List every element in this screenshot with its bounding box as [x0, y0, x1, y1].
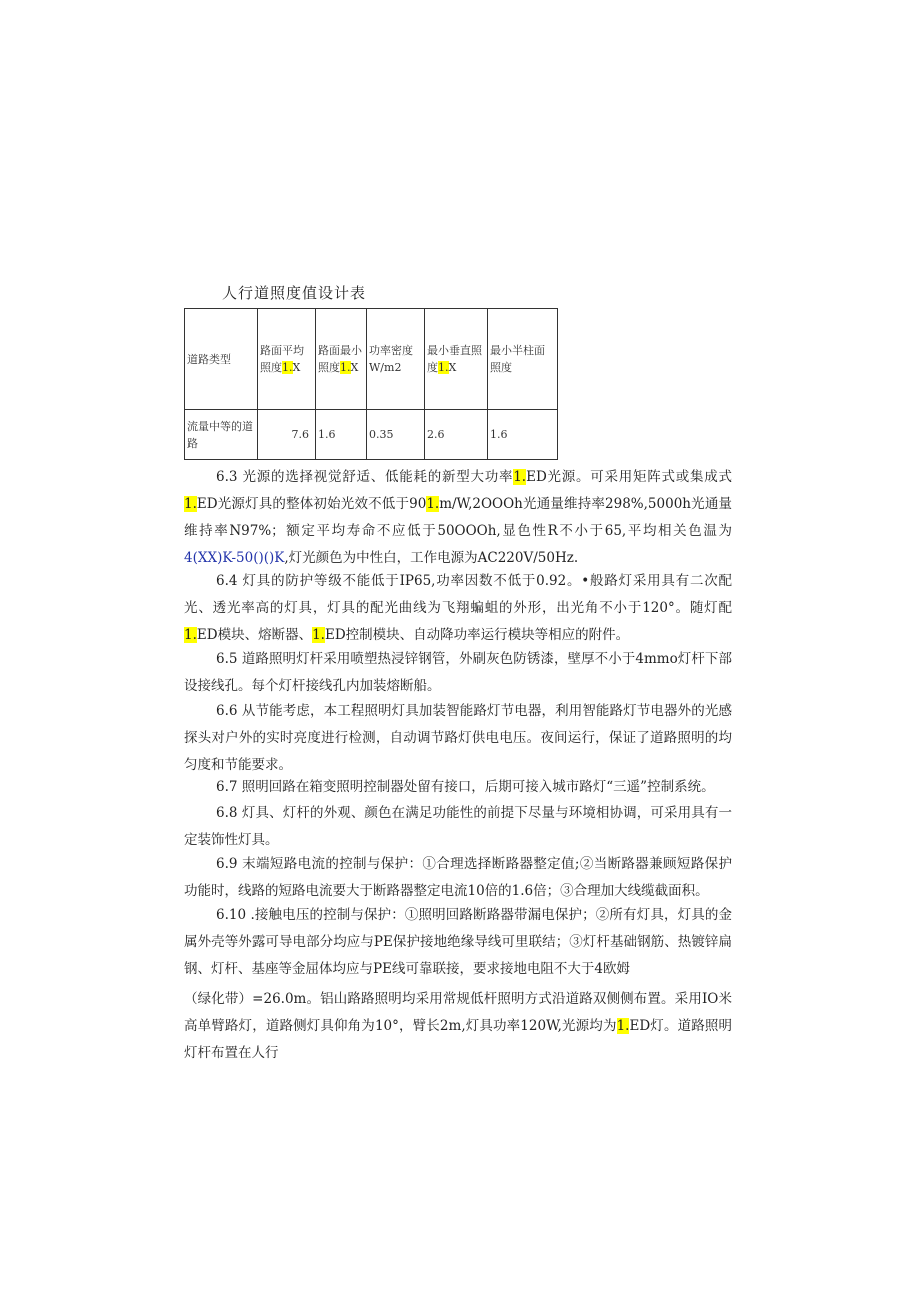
paragraph-6-7 — [184, 774, 732, 801]
paragraph-6-8 — [184, 800, 732, 854]
highlight-mark: 1. — [426, 496, 440, 512]
header-text: X — [448, 361, 457, 374]
text-run: m/W,2OOOh光通量维持率298%,5000h光通量维持率N97%；额定平均寿命不应低于50OOOh,显色性R不小于65,平均相关色温为 — [184, 496, 732, 539]
text-run: ED灯。道路照明灯杆布置在人行 — [184, 1018, 732, 1061]
header-cell-avg-illuminance — [258, 309, 316, 410]
highlight-mark: 1. — [282, 361, 293, 374]
paragraph-6-4 — [184, 568, 732, 649]
paragraph-6-5 — [184, 646, 732, 700]
header-text: 路面最小照度 — [318, 344, 362, 374]
paragraph-6-10 — [184, 902, 732, 983]
header-text: X — [292, 361, 301, 374]
cell-min-illuminance: 1.6 — [316, 410, 367, 460]
text-run: ED模块、熔断器、 — [196, 627, 313, 643]
text-run: 6.8 灯具、灯杆的外观、颜色在满足功能性的前提下尽量与环境相协调，可采用具有一定装饰性灯具。 — [184, 805, 732, 848]
text-run: （绿化带）=26.0m。铝山路路照明均采用常规低杆照明方式沿道路双侧侧布置。采用IO米高单臂路灯，道路侧灯具仰角为10°，臂长2m,灯具功率120W,光源均为 — [184, 991, 732, 1034]
header-cell-min-illuminance — [316, 309, 367, 410]
paragraph-6-3 — [184, 464, 732, 572]
text-run: 6.3 光源的选择视觉舒适、低能耗的新型大功率 — [216, 469, 514, 485]
cell-min-vertical: 2.6 — [425, 410, 488, 460]
cell-power-density: 0.35 — [367, 410, 425, 460]
table-header-row — [185, 309, 558, 410]
highlight-mark: 1. — [184, 627, 197, 643]
highlight-mark: 1. — [184, 496, 197, 512]
highlight-mark: 1. — [312, 627, 325, 643]
header-text: 最小垂直照度 — [427, 344, 482, 374]
text-run: ED光源。可采用矩阵式或集成式 — [526, 469, 732, 485]
highlight-mark: 1. — [340, 361, 351, 374]
cell-road-type: 流量中等的道路 — [185, 410, 258, 460]
cell-avg-illuminance: 7.6 — [258, 410, 316, 460]
text-run: 6.6 从节能考虑，本工程照明灯具加装智能路灯节电器，利用智能路灯节电器外的光感探头对户外的实时亮度进行检测，自动调节路灯供电电压。夜间运行，保证了道路照明的均匀度和节能要求。 — [184, 703, 732, 773]
text-run: ,灯光颜色为中性白，工作电源为AC220V/50Hz. — [284, 550, 579, 566]
text-run: ED光源灯具的整体初始光效不低于90 — [196, 496, 427, 512]
cell-min-semicylindrical: 1.6 — [488, 410, 558, 460]
text-run: 6.9 末端短路电流的控制与保护：①合理选择断路器整定值;②当断路器兼顾短路保护功能时，线路的短路电流要大于断路器整定电流10倍的1.6倍；③合理加大线缆截面积。 — [184, 856, 732, 899]
text-run: ED控制模块、自动降功率运行模块等相应的附件。 — [324, 627, 630, 643]
paragraph-6-9 — [184, 851, 732, 905]
header-cell-min-semicylindrical — [488, 309, 558, 410]
text-run: 6.10 .接触电压的控制与保护：①照明回路断路器带漏电保护；②所有灯具，灯具的金属外壳等外露可导电部分均应与PE保护接地绝缘导线可里联结；③灯杆基础钢筋、热镀锌扁钢、灯杆、基座等金屈体均应与PE线可靠联接，要求接地电阻不大于4欧姆 — [184, 907, 732, 977]
header-text: 功率密度W/m2 — [369, 344, 413, 374]
header-text: 道路类型 — [187, 352, 231, 366]
paragraph-6-6 — [184, 698, 732, 779]
text-run: 6.5 道路照明灯杆采用喷塑热浸锌钢管，外刷灰色防锈漆，壁厚不小于4mmo灯杆下部设接线孔。每个灯杆接线孔内加装熔断船。 — [184, 651, 732, 694]
illuminance-design-table — [184, 308, 558, 460]
highlight-mark: 1. — [616, 1018, 630, 1034]
highlight-mark: 1. — [513, 469, 527, 485]
header-text: X — [350, 361, 359, 374]
text-run: 6.7 照明回路在箱变照明控制器处留有接口，后期可接入城市路灯“三遥”控制系统。 — [216, 779, 715, 795]
header-cell-road-type — [185, 309, 258, 410]
header-text: 最小半柱面照度 — [490, 344, 545, 374]
header-text: 路面平均照度 — [260, 344, 304, 374]
text-run: 6.4 灯具的防护等级不能低于IP65,功率因数不低于0.92。•般路灯采用具有二次配光、透光率高的灯具，灯具的配光曲线为飞翔蝙蛆的外形，出光角不小于120°。随灯配 — [184, 573, 732, 616]
color-temperature-range: 4(XX)K-50()()K — [184, 550, 285, 566]
header-cell-power-density — [367, 309, 425, 410]
highlight-mark: 1. — [438, 361, 449, 374]
table-row — [185, 410, 558, 460]
header-cell-min-vertical — [425, 309, 488, 410]
table-title: 人行道照度值设计表 — [222, 284, 367, 302]
paragraph-continuation — [184, 986, 732, 1067]
